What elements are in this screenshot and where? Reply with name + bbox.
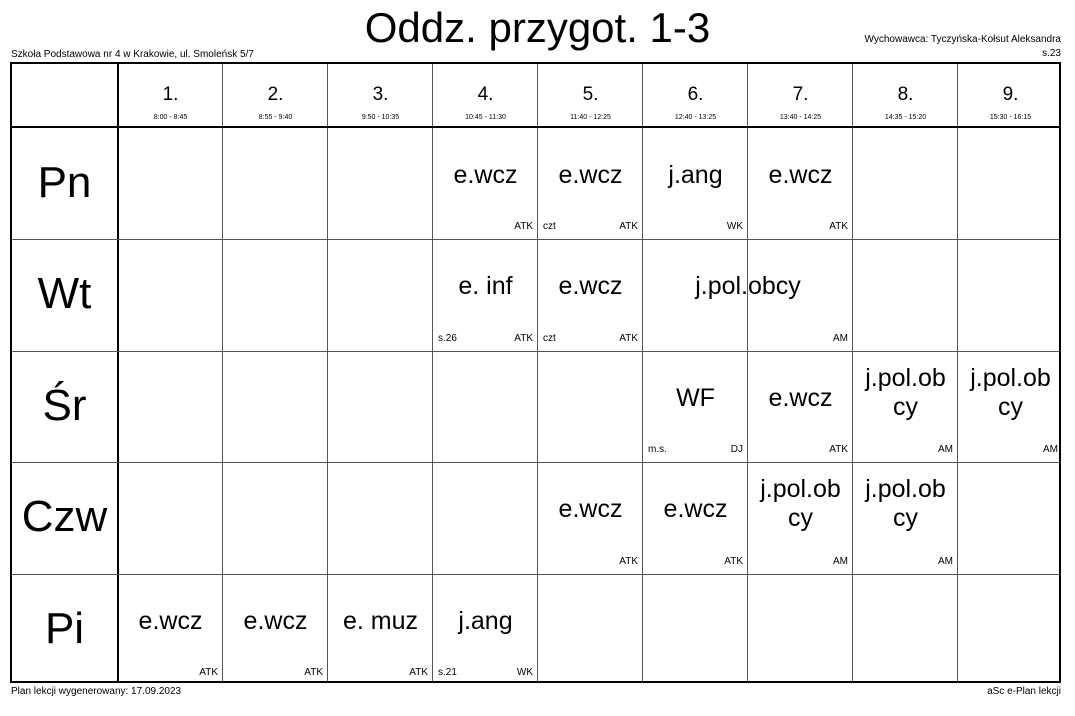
period-number: 4.: [477, 84, 494, 105]
lesson-subject: j.pol.ob cy: [970, 363, 1051, 421]
lesson-cell[interactable]: [748, 352, 853, 462]
lesson-cell[interactable]: [433, 575, 538, 685]
lesson-teacher: ATK: [304, 666, 323, 678]
lesson-teacher: ATK: [619, 221, 638, 233]
lesson-teacher: ATK: [829, 444, 848, 456]
lesson-subject: e.wcz: [558, 161, 623, 189]
lesson-cell[interactable]: [538, 463, 643, 573]
lesson-teacher: ATK: [514, 332, 533, 344]
header-divider: [12, 126, 1059, 128]
period-time: 8:00 - 8:45: [153, 114, 188, 121]
period-header: [958, 64, 1063, 126]
lesson-teacher: ATK: [514, 221, 533, 233]
lesson-cell[interactable]: [853, 463, 958, 573]
period-number: 8.: [897, 84, 914, 105]
lesson-subject: j.ang: [458, 606, 513, 635]
period-header: [853, 64, 958, 126]
lesson-teacher: AM: [938, 444, 953, 456]
period-time: 14:35 - 15:20: [884, 114, 927, 121]
generated-date: Plan lekcji wygenerowany: 17.09.2023: [11, 686, 182, 697]
lesson-subject: j.pol.ob cy: [865, 363, 946, 421]
day-label: Pi: [44, 603, 85, 653]
day-label: Pn: [37, 158, 92, 207]
lesson-cell[interactable]: [643, 463, 748, 573]
lesson-subject: WF: [676, 383, 715, 412]
lesson-cell[interactable]: [853, 352, 958, 462]
period-number: 6.: [687, 84, 704, 105]
period-number: 2.: [267, 84, 284, 105]
period-number: 3.: [372, 84, 389, 105]
class-teacher: Wychowawca: Tyczyńska-Kołsut Aleksandra: [864, 34, 1061, 45]
period-time: 10:45 - 11:30: [465, 114, 506, 121]
day-label: Wt: [37, 269, 92, 319]
period-number: 1.: [162, 84, 179, 105]
lesson-subject: e.wcz: [453, 161, 518, 189]
day-label: Czw: [21, 492, 108, 542]
period-header: [643, 64, 748, 126]
lesson-teacher: ATK: [199, 666, 218, 678]
lesson-subject: e.wcz: [768, 383, 833, 412]
lesson-subject: e. muz: [342, 606, 419, 635]
lesson-room: s.26: [438, 332, 457, 344]
period-number: 5.: [582, 84, 599, 105]
lesson-teacher: AM: [1043, 444, 1058, 456]
lesson-cell[interactable]: [433, 240, 538, 350]
lesson-cell[interactable]: [538, 240, 643, 350]
lesson-subject: e.wcz: [243, 606, 308, 635]
period-time: 15:30 - 16:15: [989, 114, 1032, 121]
lesson-subject: e.wcz: [558, 495, 623, 524]
period-header: [538, 64, 643, 126]
period-header: [328, 64, 433, 126]
period-number: 7.: [792, 84, 809, 105]
lesson-teacher: ATK: [619, 332, 638, 344]
lesson-subject: j.ang: [668, 161, 723, 189]
lesson-cell[interactable]: [118, 575, 223, 685]
lesson-room: s.21: [438, 666, 457, 678]
lesson-teacher: AM: [833, 332, 848, 344]
lesson-teacher: AM: [938, 555, 953, 567]
class-room: s.23: [1042, 48, 1061, 59]
lesson-cell[interactable]: [748, 463, 853, 573]
lesson-cell[interactable]: [328, 575, 433, 685]
period-time: 13:40 - 14:25: [779, 114, 822, 121]
lesson-cell[interactable]: [223, 575, 328, 685]
lesson-subject: e. inf: [458, 272, 513, 301]
lesson-subject: e.wcz: [138, 606, 203, 635]
period-time: 8:55 - 9:40: [258, 114, 293, 121]
lesson-subject: j.pol.obcy: [695, 272, 801, 301]
lesson-cell[interactable]: [643, 240, 853, 350]
school-name: Szkoła Podstawowa nr 4 w Krakowie, ul. Smoleńsk 5/7: [11, 49, 254, 60]
lesson-teacher: ATK: [619, 555, 638, 567]
lesson-cell[interactable]: [643, 129, 748, 239]
lesson-cell[interactable]: [643, 352, 748, 462]
period-header: [748, 64, 853, 126]
lesson-teacher: ATK: [829, 221, 848, 233]
period-time: 9:50 - 10:35: [361, 114, 400, 121]
lesson-cell[interactable]: [958, 352, 1063, 462]
lesson-teacher: WK: [516, 666, 533, 678]
lesson-subject: j.pol.ob cy: [760, 475, 841, 533]
lesson-room: czt: [543, 221, 556, 233]
lesson-teacher: AM: [833, 555, 848, 567]
lesson-room: czt: [543, 332, 556, 344]
lesson-cell[interactable]: [748, 129, 853, 239]
period-header: [118, 64, 223, 126]
brand-label: aSc e-Plan lekcji: [987, 686, 1061, 697]
lesson-subject: e.wcz: [663, 495, 728, 524]
lesson-teacher: ATK: [409, 666, 428, 678]
period-number: 9.: [1002, 84, 1019, 105]
period-time: 11:40 - 12:25: [570, 114, 611, 121]
timetable-grid: [10, 62, 1061, 683]
lesson-subject: e.wcz: [768, 161, 833, 189]
lesson-teacher: DJ: [730, 444, 743, 456]
lesson-subject: e.wcz: [558, 272, 623, 301]
lesson-teacher: WK: [726, 221, 743, 233]
lesson-cell[interactable]: [433, 129, 538, 239]
period-time: 12:40 - 13:25: [674, 114, 717, 121]
lesson-subject: j.pol.ob cy: [865, 475, 946, 533]
day-label: Śr: [42, 380, 87, 430]
period-header: [223, 64, 328, 126]
lesson-room: m.s.: [648, 444, 667, 456]
lesson-cell[interactable]: [538, 129, 643, 239]
period-header: [433, 64, 538, 126]
page-title: Oddz. przygot. 1-3: [364, 4, 711, 51]
lesson-teacher: ATK: [724, 555, 743, 567]
